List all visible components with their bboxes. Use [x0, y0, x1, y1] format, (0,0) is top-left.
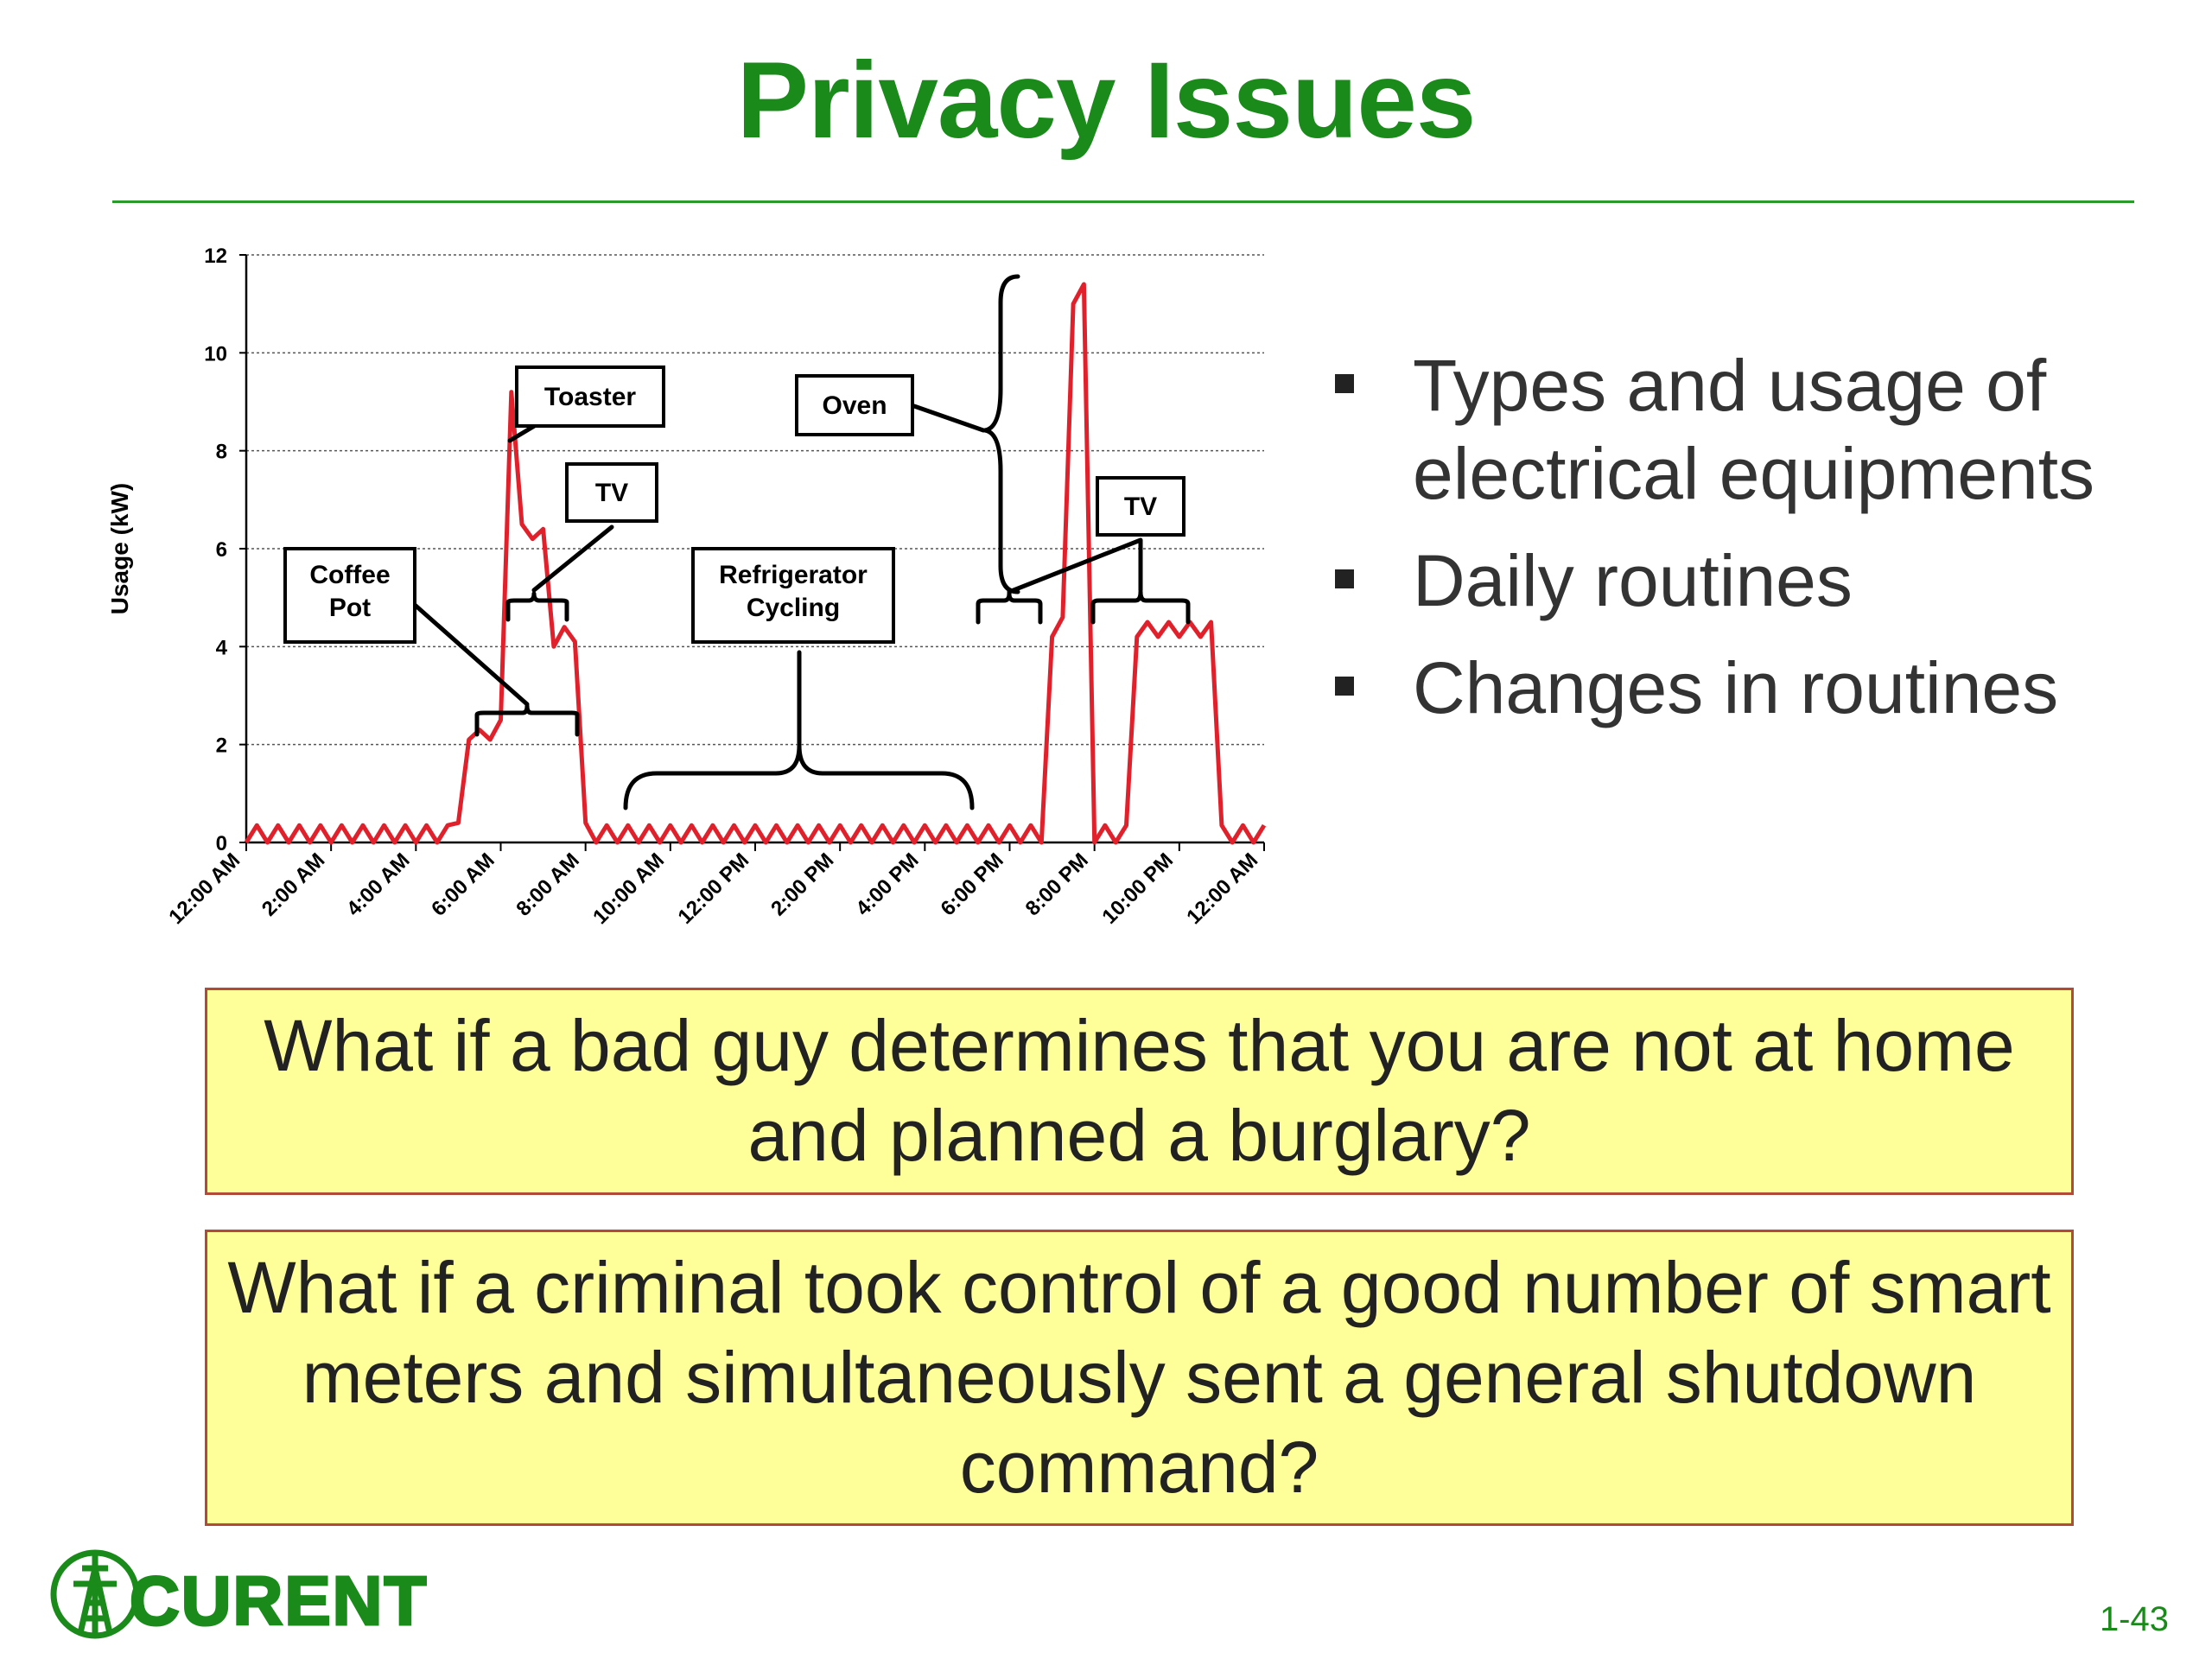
annotation-line: Toaster	[543, 383, 637, 411]
x-tick-label: 2:00 PM	[766, 849, 839, 921]
annotation-line: Refrigerator	[719, 561, 868, 589]
annotation-box	[693, 549, 893, 642]
annotation-label	[822, 391, 887, 420]
bullet-item	[1326, 644, 2190, 732]
x-tick-label: 2:00 AM	[257, 849, 330, 921]
y-axis-label: Usage (kW)	[106, 482, 133, 615]
x-tick-label: 8:00 AM	[512, 849, 584, 921]
shutdown-callout: What if a criminal took control of a good number of smart meters and simultaneously sent a general shutdown command?	[205, 1230, 2074, 1526]
y-tick-label: 10	[204, 342, 227, 366]
x-tick-label: 4:00 PM	[851, 849, 924, 921]
oven-brace	[985, 276, 1018, 592]
annotation-line: Pot	[328, 594, 372, 622]
annotation-line: Coffee	[309, 561, 391, 589]
annotation-box	[285, 549, 415, 642]
x-tick-label: 10:00 AM	[588, 849, 670, 930]
oven-leader	[914, 406, 983, 430]
y-tick-label: 4	[215, 636, 227, 660]
x-tick-label: 6:00 AM	[427, 849, 499, 921]
annotation-label	[1124, 493, 1157, 521]
annotation-line: TV	[1123, 493, 1158, 521]
x-tick-label: 8:00 PM	[1020, 849, 1093, 921]
tv-evening-leader	[1009, 540, 1141, 592]
annotation-label	[595, 479, 628, 507]
annotation-box	[567, 464, 657, 521]
y-tick-label: 6	[215, 538, 227, 562]
coffee-pot-brace	[477, 706, 577, 734]
annotation-label	[544, 383, 636, 411]
bullet-list	[1326, 341, 2190, 751]
bullet-text: Daily routines	[1413, 540, 1853, 621]
burglary-callout: What if a bad guy determines that you are not at home and planned a burglary?	[205, 988, 2074, 1195]
annotation-box	[517, 367, 664, 426]
bullet-text: Types and usage of electrical equipments	[1413, 345, 2095, 514]
square-bullet-icon	[1335, 569, 1354, 588]
bullet-item	[1326, 537, 2190, 625]
square-bullet-icon	[1335, 677, 1354, 696]
y-tick-label: 8	[215, 440, 227, 464]
page-title: Privacy Issues	[736, 41, 1476, 161]
square-bullet-icon	[1335, 374, 1354, 393]
x-tick-label: 12:00 AM	[164, 849, 245, 930]
annotation-box	[1097, 478, 1184, 535]
bullet-text: Changes in routines	[1413, 647, 2059, 728]
coffee-pot-leader	[415, 605, 527, 704]
annotation-line: Cycling	[746, 594, 841, 622]
tv-morning-brace	[508, 594, 567, 620]
annotation-line: TV	[594, 479, 629, 507]
x-tick-label: 4:00 AM	[342, 849, 415, 921]
x-tick-label: 12:00 AM	[1182, 849, 1263, 930]
annotation-line: Oven	[822, 391, 887, 420]
x-tick-label: 12:00 PM	[673, 849, 754, 929]
usage-chart	[78, 220, 1305, 972]
tv-evening-brace-right	[1093, 592, 1188, 622]
page-number: 1-43	[2099, 1600, 2169, 1638]
tv-evening-brace-left	[978, 594, 1040, 622]
y-tick-label: 2	[215, 734, 227, 758]
transmission-tower-icon	[54, 1553, 137, 1636]
x-tick-label: 10:00 PM	[1097, 849, 1179, 929]
title-divider	[112, 200, 2134, 203]
annotation-box	[797, 376, 912, 435]
y-tick-label: 12	[204, 245, 227, 268]
y-tick-label: 0	[215, 832, 227, 855]
logo-text: CURENT	[130, 1562, 429, 1639]
curent-logo	[48, 1542, 445, 1646]
bullet-item	[1326, 341, 2190, 518]
x-tick-label: 6:00 PM	[936, 849, 1008, 921]
refrigerator-brace	[626, 746, 972, 808]
